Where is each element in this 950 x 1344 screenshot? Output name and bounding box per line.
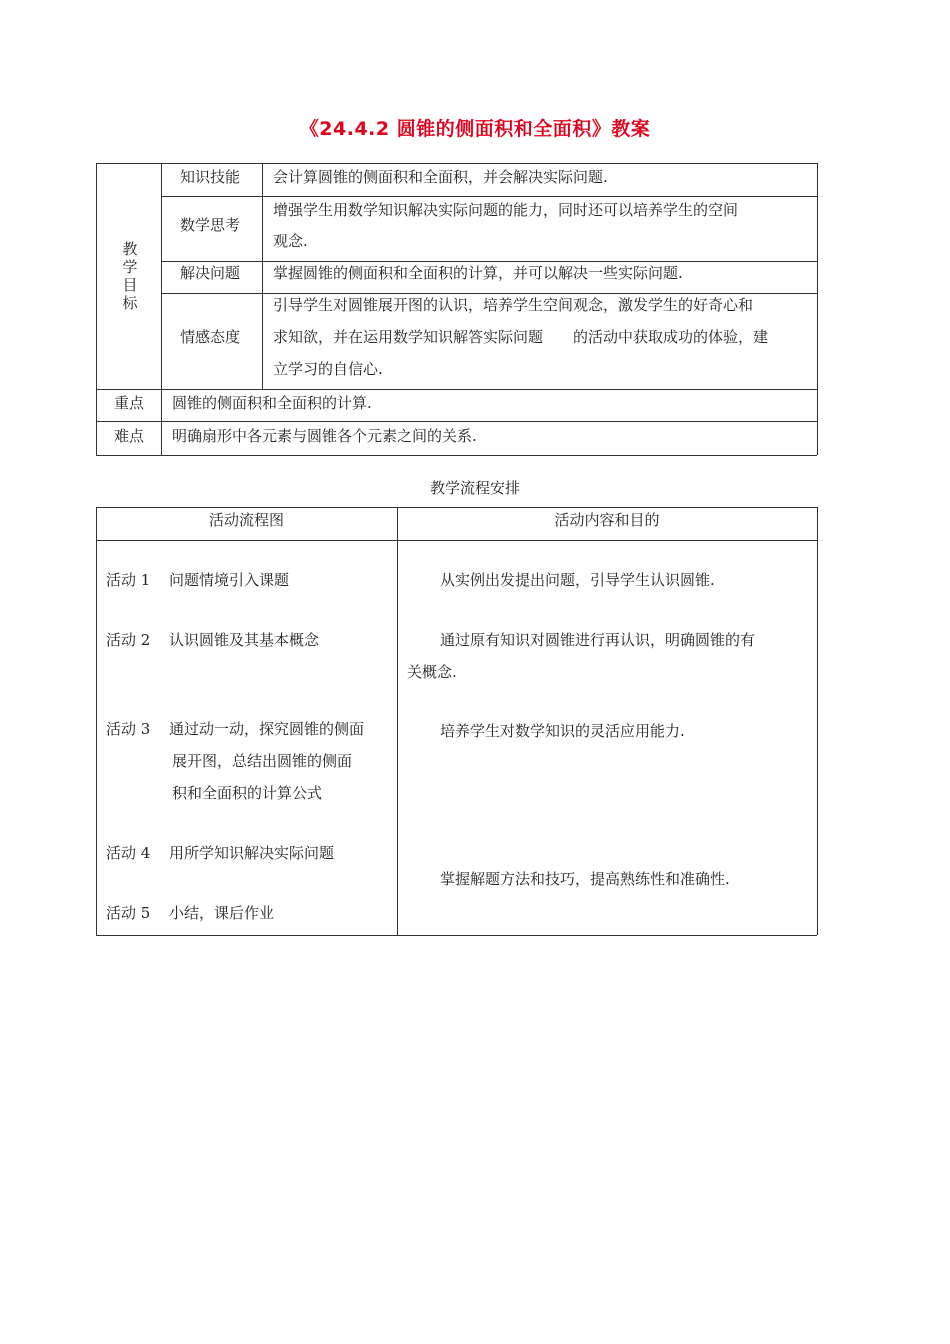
activity-name: 小结，课后作业 xyxy=(169,904,275,922)
goal-content-thinking-line: 增强学生用数学知识解决实际问题的能力，同时还可以培养学生的空间 xyxy=(273,201,739,219)
goal-label-problem: 解决问题 xyxy=(180,264,241,282)
activity-purpose: 通过原有知识对圆锥进行再认识，明确圆锥的有 xyxy=(440,631,756,649)
flow-col1-header: 活动流程图 xyxy=(208,511,284,529)
activity-name: 积和全面积的计算公式 xyxy=(172,784,323,802)
activity-purpose: 掌握解题方法和技巧，提高熟练性和准确性. xyxy=(440,870,730,888)
activity-purpose: 关概念. xyxy=(407,663,457,681)
activity-name: 展开图，总结出圆锥的侧面 xyxy=(172,752,353,770)
key-point-content: 圆锥的侧面积和全面积的计算. xyxy=(172,394,372,412)
activity-name: 通过动一动，探究圆锥的侧面 xyxy=(169,720,365,738)
activity-name: 问题情境引入课题 xyxy=(169,571,290,589)
activity-name: 用所学知识解决实际问题 xyxy=(169,844,335,862)
goal-content-attitude-line: 立学习的自信心. xyxy=(273,360,383,378)
activity-purpose: 从实例出发提出问题，引导学生认识圆锥. xyxy=(440,571,715,589)
activity-number: 活动 2 xyxy=(106,631,151,649)
activity-number: 活动 3 xyxy=(106,720,151,738)
activity-name: 认识圆锥及其基本概念 xyxy=(169,631,320,649)
goals-group-label: 教学目标 xyxy=(122,240,138,312)
activity-number: 活动 1 xyxy=(106,571,151,589)
flow-heading: 教学流程安排 xyxy=(429,479,520,497)
flow-col2-header: 活动内容和目的 xyxy=(554,511,660,529)
goal-content-knowledge: 会计算圆锥的侧面积和全面积，并会解决实际问题. xyxy=(273,168,608,186)
document-title: 《24.4.2 圆锥的侧面积和全面积》教案 xyxy=(299,118,651,140)
key-point-label: 重点 xyxy=(114,394,145,412)
activity-purpose: 培养学生对数学知识的灵活应用能力. xyxy=(440,722,685,740)
goal-label-knowledge: 知识技能 xyxy=(180,168,241,186)
goal-content-thinking-line: 观念. xyxy=(273,232,308,250)
difficulty-content: 明确扇形中各元素与圆锥各个元素之间的关系. xyxy=(172,427,477,445)
goal-content-attitude-line: 求知欲，并在运用数学知识解答实际问题 的活动中获取成功的体验，建 xyxy=(273,328,769,346)
goal-label-attitude: 情感态度 xyxy=(180,328,241,346)
activity-number: 活动 4 xyxy=(106,844,151,862)
goal-content-problem: 掌握圆锥的侧面积和全面积的计算，并可以解决一些实际问题. xyxy=(273,264,683,282)
goal-content-attitude-line: 引导学生对圆锥展开图的认识，培养学生空间观念，激发学生的好奇心和 xyxy=(273,296,754,314)
difficulty-label: 难点 xyxy=(114,427,145,445)
goal-label-thinking: 数学思考 xyxy=(180,216,241,234)
activity-number: 活动 5 xyxy=(106,904,151,922)
